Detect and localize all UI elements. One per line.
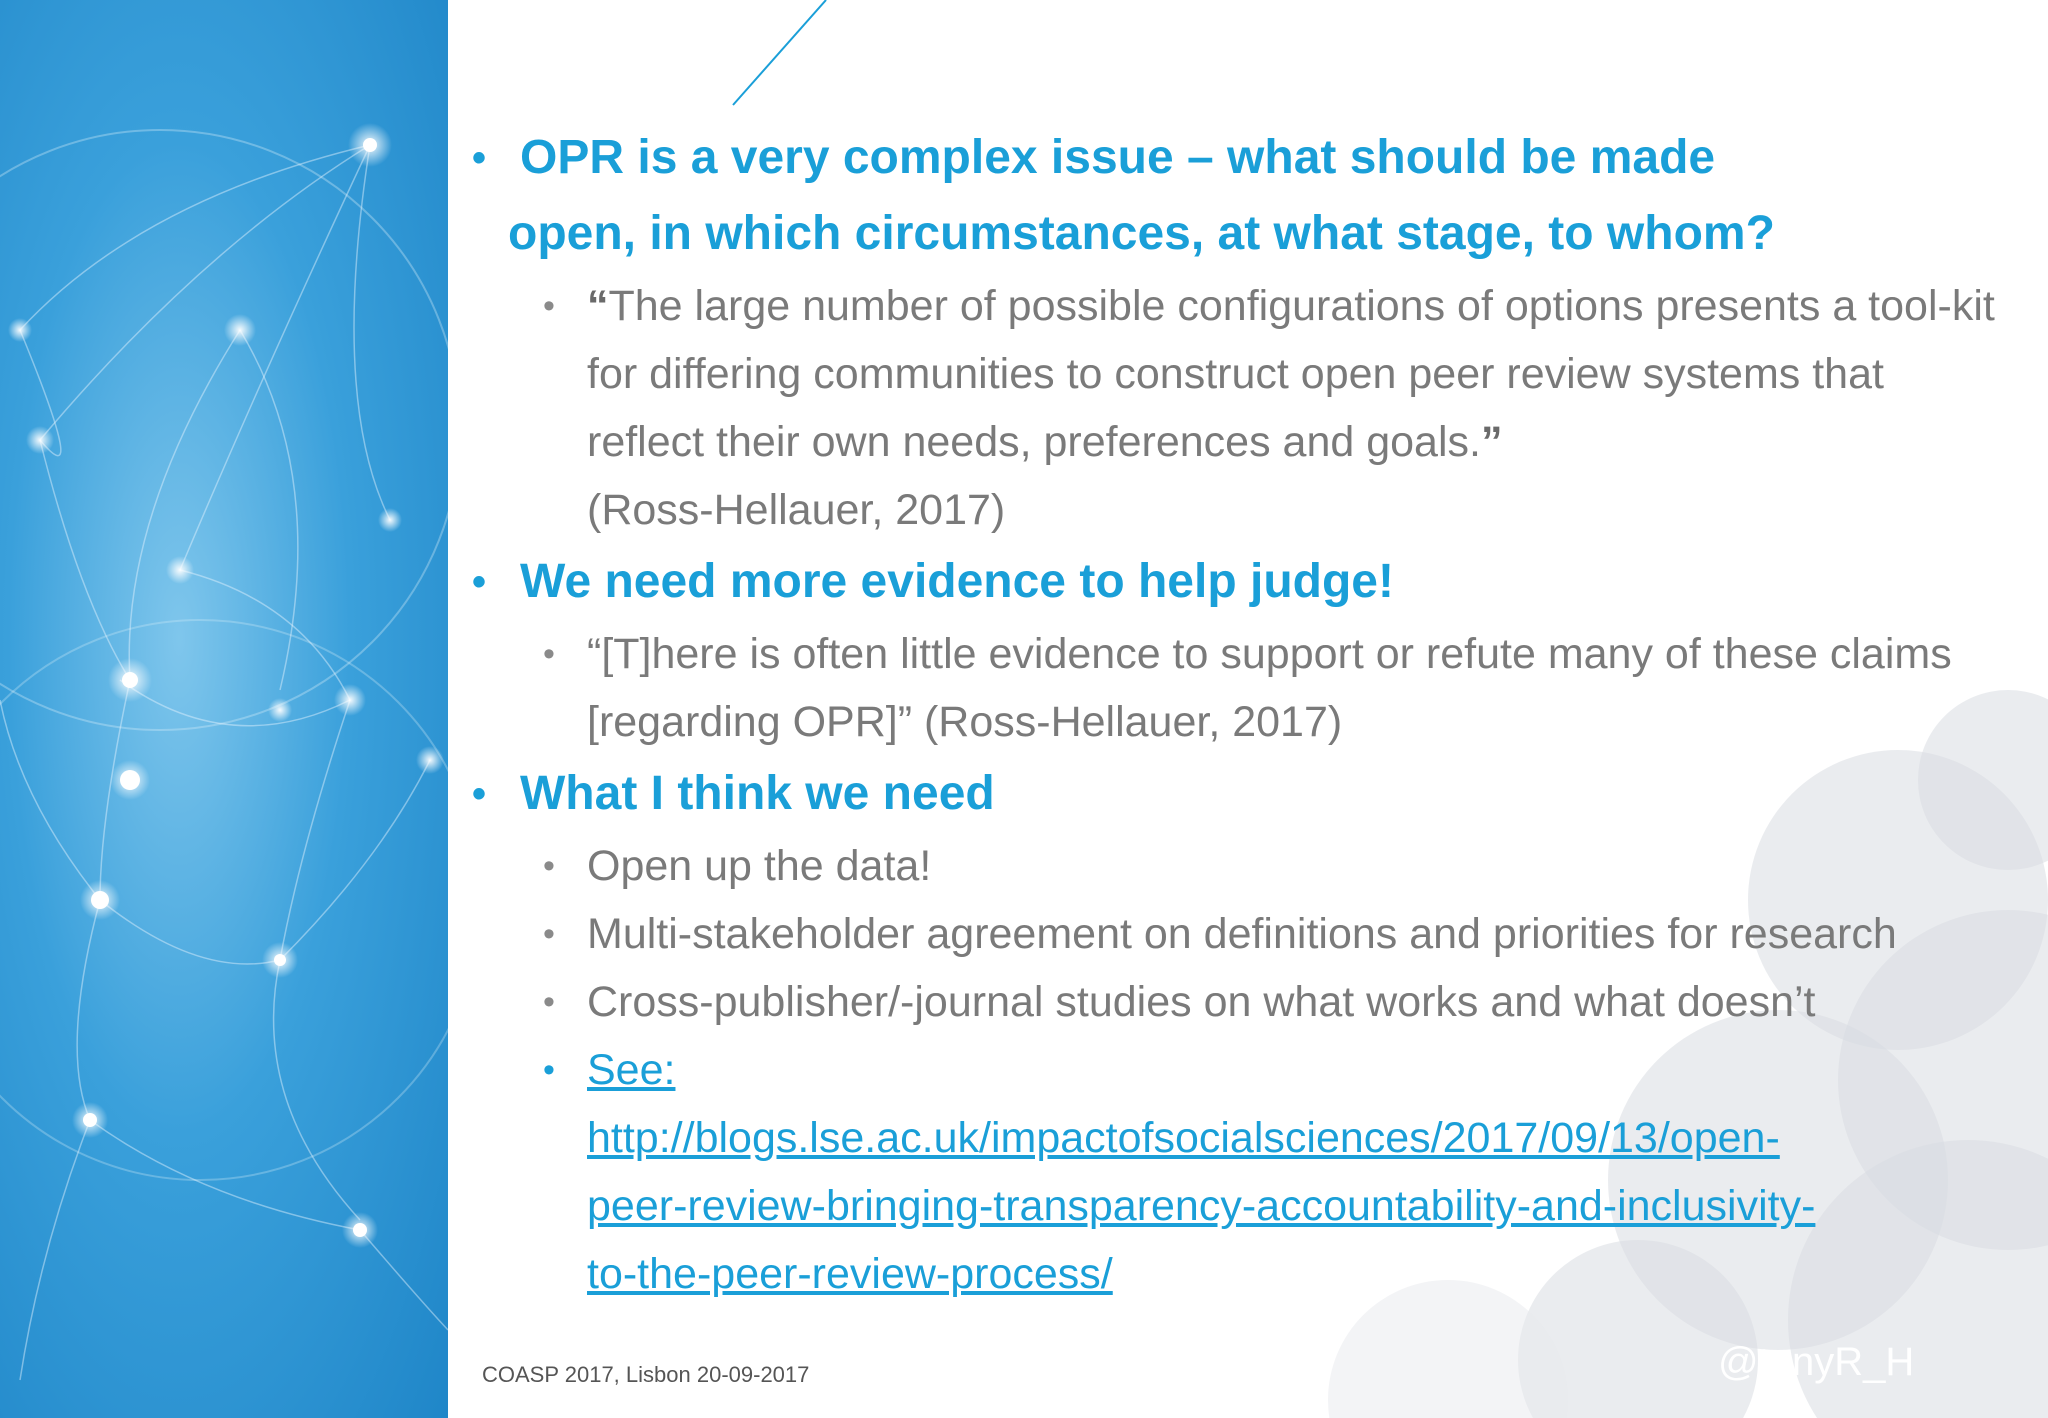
- sub-bullet-dot: •: [543, 1051, 555, 1089]
- see-link-item: [543, 1036, 2010, 1308]
- sub-bullet-dot: •: [543, 847, 555, 885]
- open-quote: “: [587, 282, 609, 330]
- twitter-handle: @tonyR_H: [1718, 1340, 1915, 1384]
- bullet-need-evidence: [470, 544, 2010, 620]
- bullet-dot: •: [472, 136, 487, 180]
- sub-bullet-dot: •: [543, 983, 555, 1021]
- see-label-link[interactable]: See:: [587, 1046, 676, 1094]
- footer-conference-info: COASP 2017, Lisbon 20-09-2017: [482, 1362, 810, 1387]
- sub-bullet-dot: •: [543, 915, 555, 953]
- need-item-studies: [543, 968, 2010, 1036]
- bullet-what-we-need: [470, 756, 2010, 832]
- quote-text: The large number of possible configurations of options presents a tool-kit for differing communities to construct open peer review systems that reflect their own needs, preferences and goals.: [587, 282, 1995, 466]
- network-globe-graphic: [0, 0, 448, 1418]
- sub-bullet-dot: •: [543, 287, 555, 325]
- bullet-heading: We need more evidence to help judge!: [520, 555, 1394, 608]
- quote-ross-hellauer-2: [543, 620, 2010, 756]
- need-item-text: Multi-stakeholder agreement on definitions and priorities for research: [587, 910, 1897, 958]
- bullet-dot: •: [472, 560, 487, 604]
- quote-citation: (Ross-Hellauer, 2017): [587, 486, 1006, 534]
- bullet-heading: What I think we need: [520, 767, 995, 820]
- network-globe-image: [0, 0, 448, 1418]
- quote-ross-hellauer-1: [543, 272, 2010, 544]
- lse-blog-link-line2[interactable]: peer-review-bringing-transparency-accountability-and-inclusivity-: [587, 1182, 1816, 1230]
- lse-blog-link-line1[interactable]: http://blogs.lse.ac.uk/impactofsocialsciences/2017/09/13/open-: [587, 1114, 1780, 1162]
- bullet-opr-complexity: [470, 120, 2010, 272]
- bullet-heading-line1: OPR is a very complex issue – what should be made: [520, 131, 1716, 184]
- sub-bullet-dot: •: [543, 635, 555, 673]
- quote-text: “[T]here is often little evidence to support or refute many of these claims [regarding OPR]” (Ross-Hellauer, 2017): [587, 630, 1952, 746]
- need-item-open-data: [543, 832, 2010, 900]
- bullet-dot: •: [472, 772, 487, 816]
- bullet-heading-line2: open, in which circumstances, at what stage, to whom?: [508, 207, 1775, 260]
- need-item-agreement: [543, 900, 2010, 968]
- close-quote: ”: [1480, 418, 1503, 466]
- need-item-text: Cross-publisher/-journal studies on what works and what doesn’t: [587, 978, 1816, 1026]
- need-item-text: Open up the data!: [587, 842, 932, 890]
- lse-blog-link-line3[interactable]: to-the-peer-review-process/: [587, 1250, 1113, 1298]
- slide-content: [470, 120, 2010, 1308]
